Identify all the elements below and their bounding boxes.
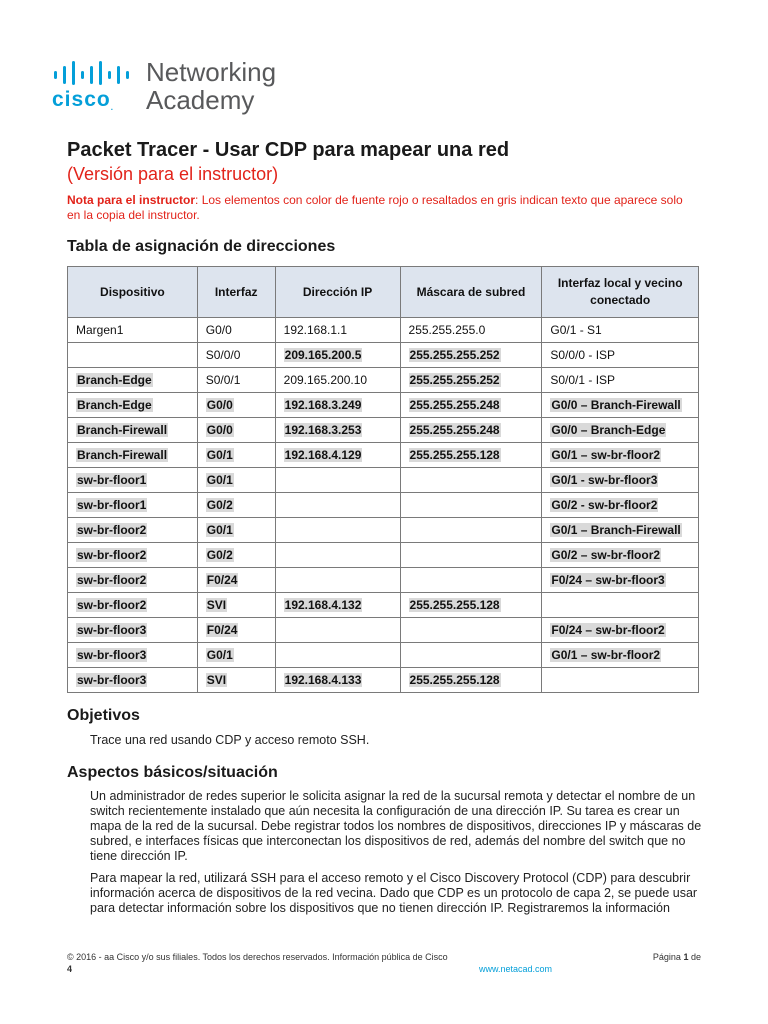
cell-text-device: sw-br-floor2 xyxy=(77,573,147,587)
cell-text-ip: 209.165.200.5 xyxy=(284,348,362,362)
table-cell-ip xyxy=(275,643,400,668)
table-row xyxy=(68,668,699,693)
table-cell-device xyxy=(68,343,198,368)
table-cell-iface xyxy=(197,668,275,693)
cell-text-neighbor: F0/24 – sw-br-floor2 xyxy=(551,623,665,637)
table-cell-device xyxy=(68,443,198,468)
cisco-networking-academy-logo xyxy=(52,58,312,118)
table-cell-ip xyxy=(275,593,400,618)
table-cell-mask xyxy=(400,368,542,393)
table-cell-mask xyxy=(400,343,542,368)
cell-text-neighbor: S0/0/0 - ISP xyxy=(550,348,616,362)
table-cell-neighbor xyxy=(542,643,699,668)
table-cell-ip xyxy=(275,393,400,418)
table-cell-neighbor xyxy=(542,318,699,343)
cell-text-mask: 255.255.255.248 xyxy=(409,423,500,437)
cell-text-device: Branch-Firewall xyxy=(77,423,168,437)
instructor-note xyxy=(67,193,697,223)
table-cell-neighbor xyxy=(542,468,699,493)
table-cell-iface xyxy=(197,368,275,393)
table-cell-iface xyxy=(197,418,275,443)
cell-text-neighbor: G0/2 – sw-br-floor2 xyxy=(551,548,661,562)
table-cell-neighbor xyxy=(542,393,699,418)
cell-text-ip: 209.165.200.10 xyxy=(283,373,368,387)
header-device: Dispositivo xyxy=(68,267,198,318)
table-cell-device xyxy=(68,518,198,543)
table-cell-ip xyxy=(275,343,400,368)
header-ip: Dirección IP xyxy=(275,267,400,318)
cell-text-device: sw-br-floor2 xyxy=(77,523,147,537)
cisco-wordmark: cisco. xyxy=(52,88,114,112)
table-cell-device xyxy=(68,543,198,568)
cell-text-neighbor: G0/1 – Branch-Firewall xyxy=(551,523,681,537)
cell-text-iface: G0/0 xyxy=(206,423,233,437)
cell-text-iface: S0/0/1 xyxy=(205,373,241,387)
cell-text-iface: G0/1 xyxy=(206,473,233,487)
objectives-heading: Objetivos xyxy=(67,707,140,724)
table-row xyxy=(68,418,699,443)
table-cell-mask xyxy=(400,593,542,618)
table-row xyxy=(68,318,699,343)
cell-text-neighbor: G0/0 – Branch-Edge xyxy=(551,423,666,437)
table-cell-neighbor xyxy=(542,593,699,618)
table-cell-iface xyxy=(197,593,275,618)
table-cell-neighbor xyxy=(542,618,699,643)
table-cell-neighbor xyxy=(542,493,699,518)
table-cell-neighbor xyxy=(542,568,699,593)
cell-text-neighbor: G0/2 - sw-br-floor2 xyxy=(551,498,658,512)
table-cell-device xyxy=(68,368,198,393)
document-title: Packet Tracer - Usar CDP para mapear una red xyxy=(67,139,510,161)
cell-text-ip: 192.168.4.132 xyxy=(284,598,362,612)
table-cell-mask xyxy=(400,568,542,593)
cell-text-device: sw-br-floor3 xyxy=(77,648,147,662)
background-paragraph-1: Un administrador de redes superior le solicita asignar la red de la sucursal remota y detectar el nombre de un switch recientemente instalado que aún necesita la configuración de una dirección IP. Su tarea es crear un mapa de la red de la sucursal. Debe registrar todos los nombres de dispositivos, direcciones IP y máscaras de subred, e interfaces físicas que interconectan los dispositivos de red, además del nombre del switch que no tiene dirección IP. xyxy=(90,789,702,863)
table-row xyxy=(68,493,699,518)
table-cell-iface xyxy=(197,393,275,418)
table-row xyxy=(68,543,699,568)
table-row xyxy=(68,393,699,418)
table-cell-neighbor xyxy=(542,668,699,693)
cell-text-iface: G0/0 xyxy=(205,323,232,337)
footer-page-number: Página 1 de xyxy=(652,952,701,962)
table-cell-iface xyxy=(197,443,275,468)
table-cell-ip xyxy=(275,518,400,543)
cell-text-neighbor: F0/24 – sw-br-floor3 xyxy=(551,573,665,587)
table-cell-mask xyxy=(400,493,542,518)
cell-text-iface: G0/1 xyxy=(206,523,233,537)
logo-line-academy: Academy xyxy=(146,85,255,115)
cell-text-iface: SVI xyxy=(206,673,227,687)
cell-text-iface: SVI xyxy=(206,598,227,612)
table-row xyxy=(68,468,699,493)
table-row xyxy=(68,368,699,393)
cell-text-ip: 192.168.3.249 xyxy=(284,398,362,412)
table-cell-ip xyxy=(275,568,400,593)
table-cell-iface xyxy=(197,318,275,343)
cell-text-mask: 255.255.255.128 xyxy=(409,673,500,687)
table-cell-mask xyxy=(400,318,542,343)
cell-text-device: sw-br-floor1 xyxy=(77,498,147,512)
cell-text-device: Branch-Firewall xyxy=(77,448,168,462)
cell-text-neighbor: G0/0 – Branch-Firewall xyxy=(551,398,681,412)
table-cell-ip xyxy=(275,368,400,393)
logo-line-networking: Networking xyxy=(146,57,277,87)
table-cell-device xyxy=(68,418,198,443)
cell-text-ip: 192.168.4.133 xyxy=(284,673,362,687)
table-cell-device xyxy=(68,468,198,493)
table-row xyxy=(68,343,699,368)
table-cell-iface xyxy=(197,518,275,543)
footer-total-pages: 4 xyxy=(67,964,73,974)
table-row xyxy=(68,443,699,468)
table-cell-iface xyxy=(197,568,275,593)
cell-text-iface: F0/24 xyxy=(206,623,238,637)
document-subtitle: (Versión para el instructor) xyxy=(67,164,279,184)
table-cell-neighbor xyxy=(542,343,699,368)
table-cell-ip xyxy=(275,318,400,343)
table-cell-device xyxy=(68,668,198,693)
table-cell-neighbor xyxy=(542,418,699,443)
cell-text-neighbor: G0/1 – sw-br-floor2 xyxy=(551,448,661,462)
table-header-row xyxy=(68,267,699,318)
table-cell-iface xyxy=(197,468,275,493)
table-cell-device xyxy=(68,643,198,668)
table-cell-mask xyxy=(400,618,542,643)
table-cell-mask xyxy=(400,543,542,568)
table-cell-mask xyxy=(400,393,542,418)
table-row xyxy=(68,618,699,643)
footer-site-link[interactable]: www.netacad.com xyxy=(479,964,553,974)
cell-text-device: sw-br-floor3 xyxy=(77,623,147,637)
cell-text-mask: 255.255.255.252 xyxy=(409,373,500,387)
table-cell-neighbor xyxy=(542,543,699,568)
cell-text-device: sw-br-floor2 xyxy=(77,548,147,562)
table-cell-mask xyxy=(400,468,542,493)
table-cell-neighbor xyxy=(542,518,699,543)
table-cell-ip xyxy=(275,443,400,468)
cell-text-mask: 255.255.255.248 xyxy=(409,398,500,412)
cell-text-mask: 255.255.255.128 xyxy=(409,448,500,462)
addressing-table-heading: Tabla de asignación de direcciones xyxy=(67,238,336,255)
table-cell-ip xyxy=(275,468,400,493)
cell-text-iface: G0/0 xyxy=(206,398,233,412)
cell-text-iface: S0/0/0 xyxy=(205,348,241,362)
cell-text-device: Margen1 xyxy=(76,323,124,337)
cell-text-iface: F0/24 xyxy=(206,573,238,587)
table-cell-ip xyxy=(275,618,400,643)
table-cell-mask xyxy=(400,418,542,443)
table-cell-device xyxy=(68,318,198,343)
cell-text-neighbor: G0/1 – sw-br-floor2 xyxy=(551,648,661,662)
cell-text-device: sw-br-floor1 xyxy=(77,473,147,487)
table-cell-ip xyxy=(275,543,400,568)
table-cell-mask xyxy=(400,518,542,543)
cell-text-mask: 255.255.255.0 xyxy=(408,323,486,337)
header-neighbor: Interfaz local y vecino conectado xyxy=(542,267,699,318)
table-cell-mask xyxy=(400,643,542,668)
cell-text-ip: 192.168.3.253 xyxy=(284,423,362,437)
instructor-note-label: Nota para el instructor xyxy=(67,193,196,207)
table-cell-iface xyxy=(197,543,275,568)
table-cell-ip xyxy=(275,668,400,693)
cisco-bars-icon xyxy=(52,61,140,85)
table-cell-mask xyxy=(400,443,542,468)
cell-text-device: sw-br-floor3 xyxy=(77,673,147,687)
cell-text-neighbor: G0/1 - sw-br-floor3 xyxy=(551,473,658,487)
cell-text-mask: 255.255.255.128 xyxy=(409,598,500,612)
table-cell-device xyxy=(68,493,198,518)
header-interface: Interfaz xyxy=(197,267,275,318)
cell-text-neighbor: G0/1 - S1 xyxy=(550,323,602,337)
cell-text-iface: G0/1 xyxy=(206,648,233,662)
objectives-text: Trace una red usando CDP y acceso remoto SSH. xyxy=(90,733,370,747)
footer-copyright: © 2016 - aa Cisco y/o sus filiales. Todos los derechos reservados. Información pública de Cisco xyxy=(67,952,448,962)
table-cell-neighbor xyxy=(542,368,699,393)
table-cell-iface xyxy=(197,618,275,643)
cell-text-device: Branch-Edge xyxy=(77,373,152,387)
table-cell-ip xyxy=(275,418,400,443)
table-cell-device xyxy=(68,593,198,618)
table-row xyxy=(68,568,699,593)
instructor-note-text: : Los elementos con color de fuente rojo o resaltados en gris indican texto que aparece solo en la copia del instructor. xyxy=(67,193,683,222)
background-heading: Aspectos básicos/situación xyxy=(67,764,278,781)
table-cell-iface xyxy=(197,343,275,368)
addressing-table xyxy=(67,266,699,693)
table-cell-device xyxy=(68,393,198,418)
background-paragraph-2: Para mapear la red, utilizará SSH para el acceso remoto y el Cisco Discovery Protocol (CDP) para descubrir información acerca de dispositivos de la red vecina. Dado que CDP es un protocolo de capa 2, se puede usar para detectar información sobre los dispositivos que no tienen dirección IP. Registraremos la información xyxy=(90,871,698,915)
cell-text-iface: G0/2 xyxy=(206,548,233,562)
header-mask: Máscara de subred xyxy=(400,267,542,318)
table-cell-iface xyxy=(197,643,275,668)
table-row xyxy=(68,593,699,618)
table-cell-ip xyxy=(275,493,400,518)
table-row xyxy=(68,518,699,543)
cell-text-ip: 192.168.1.1 xyxy=(283,323,348,337)
cell-text-ip: 192.168.4.129 xyxy=(284,448,362,462)
cell-text-neighbor: S0/0/1 - ISP xyxy=(550,373,616,387)
table-cell-neighbor xyxy=(542,443,699,468)
cell-text-device: sw-br-floor2 xyxy=(77,598,147,612)
table-cell-device xyxy=(68,568,198,593)
table-row xyxy=(68,643,699,668)
table-cell-mask xyxy=(400,668,542,693)
cell-text-device: Branch-Edge xyxy=(77,398,152,412)
cell-text-iface: G0/1 xyxy=(206,448,233,462)
table-cell-device xyxy=(68,618,198,643)
cell-text-mask: 255.255.255.252 xyxy=(409,348,500,362)
cell-text-iface: G0/2 xyxy=(206,498,233,512)
table-cell-iface xyxy=(197,493,275,518)
